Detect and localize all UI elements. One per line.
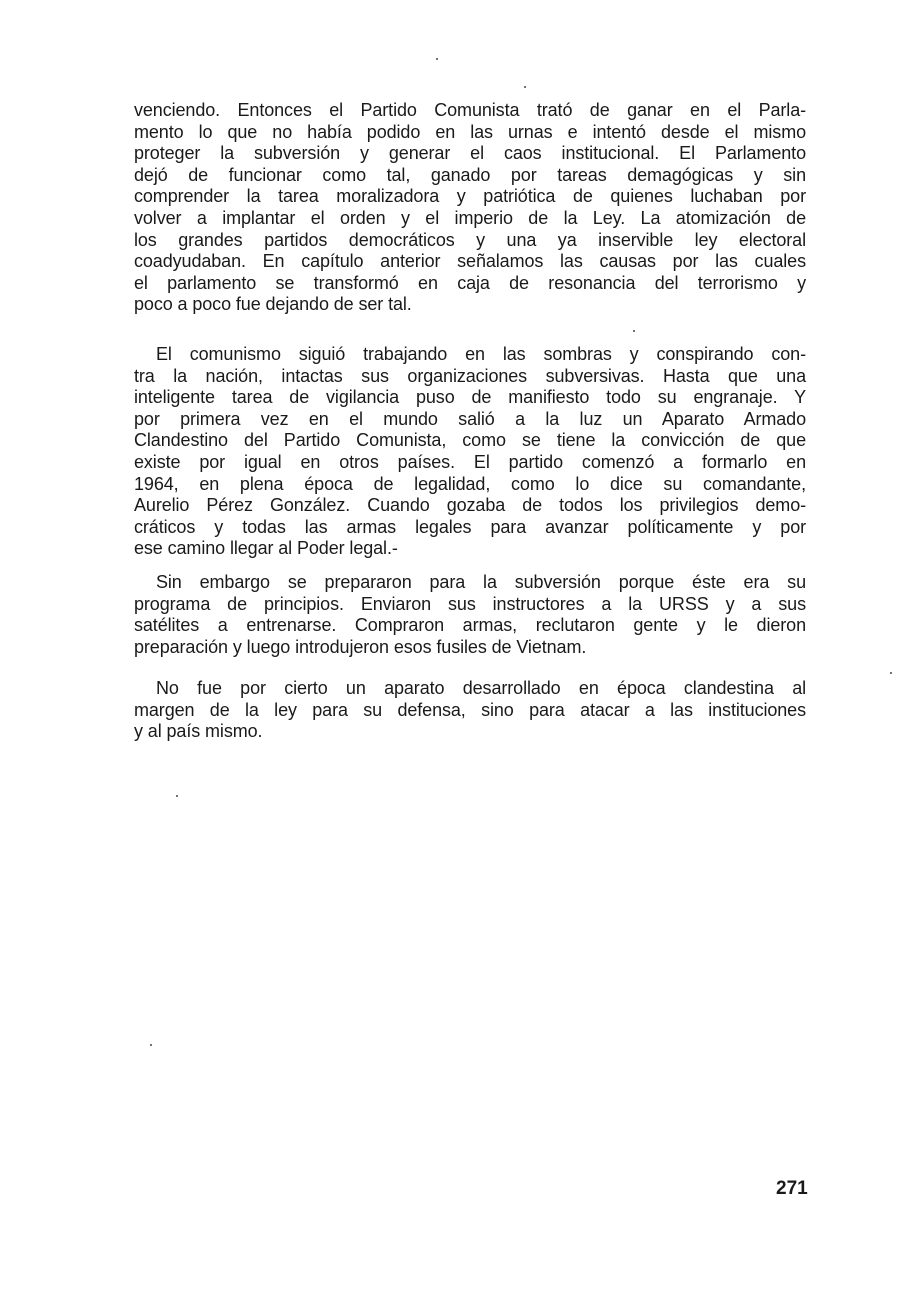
text-line: 1964, en plena época de legalidad, como lo dice su comandante, xyxy=(134,473,806,494)
scan-speck xyxy=(150,1044,152,1046)
text-line: Aurelio Pérez González. Cuando gozaba de todos los privilegios demo- xyxy=(134,495,806,516)
text-line: inteligente tarea de vigilancia puso de manifiesto todo su engranaje. Y xyxy=(134,387,806,408)
text-line: Clandestino del Partido Comunista, como se tiene la convicción de que xyxy=(134,430,806,451)
paragraph-4 xyxy=(134,678,806,743)
text-line: venciendo. Entonces el Partido Comunista trató de ganar en el Parla- xyxy=(134,100,806,120)
scan-speck xyxy=(633,330,635,332)
text-line: dejó de funcionar como tal, ganado por tareas demagógicas y sin xyxy=(134,164,806,185)
page-number: 271 xyxy=(776,1178,808,1199)
paragraph-2 xyxy=(134,344,806,560)
text-line: programa de principios. Enviaron sus instructores a la URSS y a sus xyxy=(134,593,806,614)
text-line: No fue por cierto un aparato desarrollado en época clandestina al xyxy=(156,678,806,698)
text-line: volver a implantar el orden y el imperio de la Ley. La atomización de xyxy=(134,207,806,228)
text-line: proteger la subversión y generar el caos institucional. El Parlamento xyxy=(134,143,806,164)
scan-speck xyxy=(176,795,178,797)
scan-speck xyxy=(524,86,526,88)
paragraph-3 xyxy=(134,572,806,658)
text-line: mento lo que no había podido en las urnas e intentó desde el mismo xyxy=(134,121,806,142)
scan-speck xyxy=(890,672,892,674)
text-line: ese camino llegar al Poder legal.- xyxy=(134,538,398,559)
text-line: coadyudaban. En capítulo anterior señalamos las causas por las cuales xyxy=(134,251,806,272)
text-line: existe por igual en otros países. El partido comenzó a formarlo en xyxy=(134,451,806,472)
text-line: los grandes partidos democráticos y una ya inservible ley electoral xyxy=(134,229,806,250)
text-line: poco a poco fue dejando de ser tal. xyxy=(134,294,412,315)
paragraph-1 xyxy=(134,100,806,316)
text-line: preparación y luego introdujeron esos fusiles de Vietnam. xyxy=(134,636,587,657)
text-line: margen de la ley para su defensa, sino para atacar a las instituciones xyxy=(134,699,806,720)
text-line: comprender la tarea moralizadora y patriótica de quienes luchaban por xyxy=(134,186,806,207)
text-line: por primera vez en el mundo salió a la luz un Aparato Armado xyxy=(134,408,806,429)
scan-speck xyxy=(436,58,438,60)
text-line: Sin embargo se prepararon para la subversión porque éste era su xyxy=(156,572,806,592)
text-line: El comunismo siguió trabajando en las sombras y conspirando con- xyxy=(156,344,806,364)
text-line: y al país mismo. xyxy=(134,721,263,742)
text-line: tra la nación, intactas sus organizaciones subversivas. Hasta que una xyxy=(134,365,806,386)
text-line: cráticos y todas las armas legales para avanzar políticamente y por xyxy=(134,516,806,537)
text-line: el parlamento se transformó en caja de resonancia del terrorismo y xyxy=(134,272,806,293)
text-line: satélites a entrenarse. Compraron armas, reclutaron gente y le dieron xyxy=(134,615,806,636)
